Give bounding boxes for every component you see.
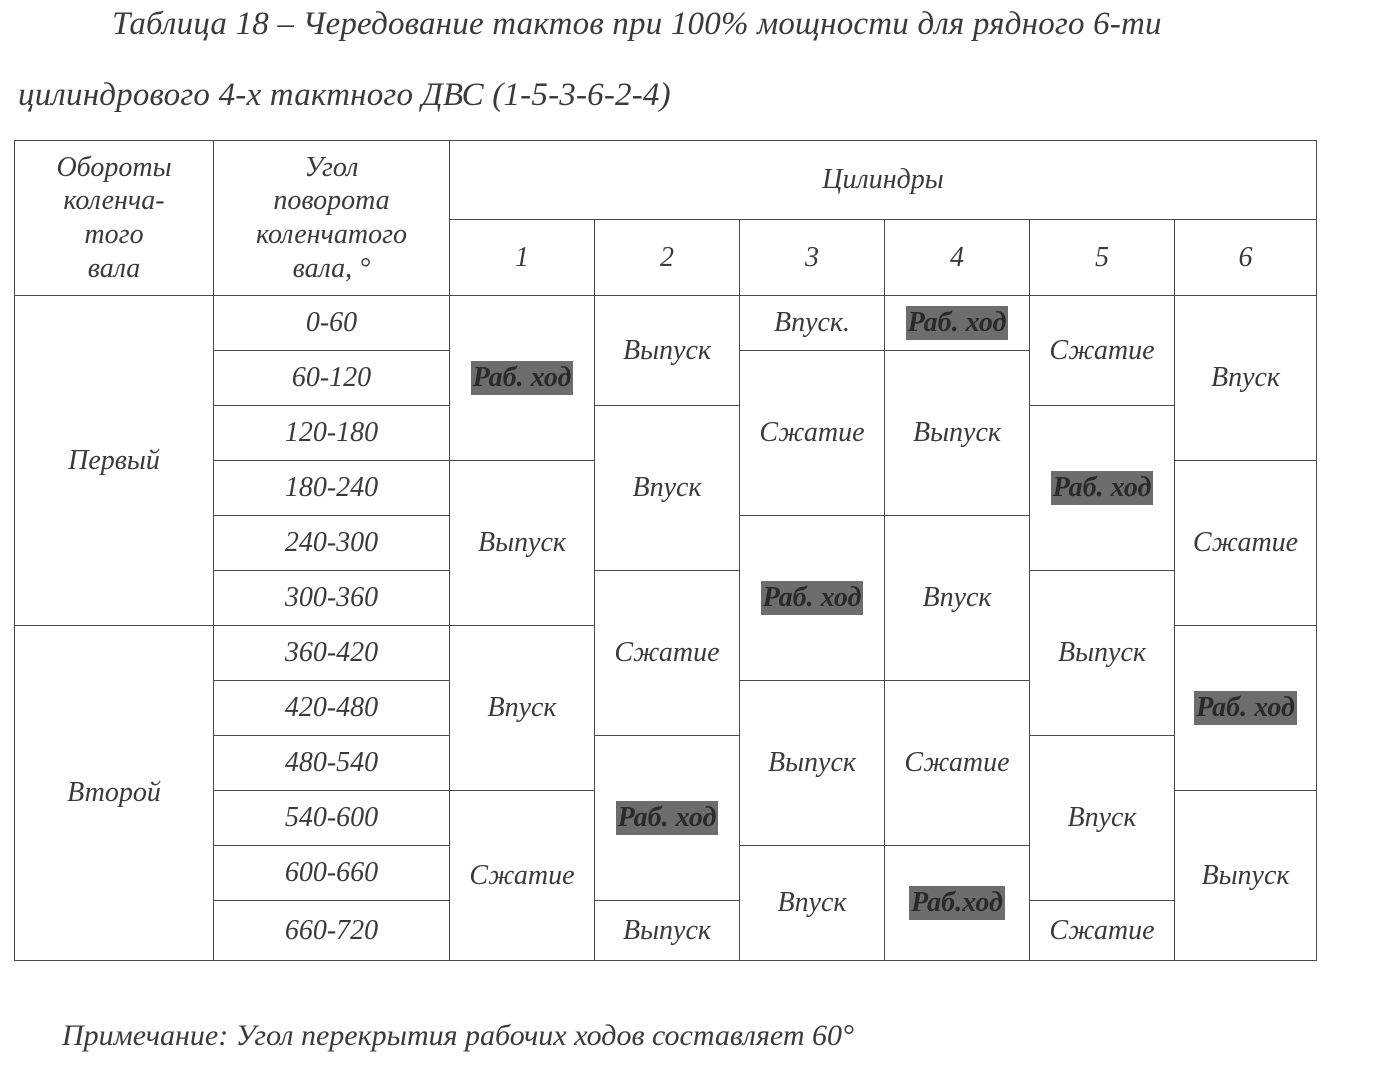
cylinder-6-stroke: Впуск xyxy=(1175,296,1317,461)
cylinder-4-stroke xyxy=(885,846,1030,961)
revolution-second: Второй xyxy=(15,626,214,961)
header-cylinder-4: 4 xyxy=(885,220,1030,296)
cylinder-3-stroke: Сжатие xyxy=(740,351,885,516)
cylinder-1-stroke: Сжатие xyxy=(450,791,595,961)
cylinder-3-stroke: Впуск xyxy=(740,846,885,961)
header-cylinders: Цилиндры xyxy=(450,141,1317,220)
angle-cell: 420-480 xyxy=(214,681,450,736)
work-stroke-label: Раб. ход xyxy=(1194,691,1297,724)
cylinder-2-stroke: Впуск xyxy=(595,406,740,571)
header-revolutions: Обороты коленча- того вала xyxy=(15,141,214,296)
cylinder-5-stroke: Выпуск xyxy=(1030,571,1175,736)
angle-cell: 240-300 xyxy=(214,516,450,571)
cylinder-5-stroke: Сжатие xyxy=(1030,901,1175,961)
header-cylinder-3: 3 xyxy=(740,220,885,296)
angle-cell: 120-180 xyxy=(214,406,450,461)
stroke-alternation-table xyxy=(14,140,1317,961)
cylinder-2-stroke: Выпуск xyxy=(595,901,740,961)
cylinder-5-stroke: Впуск xyxy=(1030,736,1175,901)
cylinder-1-stroke xyxy=(450,296,595,461)
angle-cell: 480-540 xyxy=(214,736,450,791)
angle-cell: 60-120 xyxy=(214,351,450,406)
cylinder-4-stroke: Выпуск xyxy=(885,351,1030,516)
header-cylinder-1: 1 xyxy=(450,220,595,296)
work-stroke-label: Раб. ход xyxy=(906,306,1009,339)
work-stroke-label: Раб. ход xyxy=(616,801,719,834)
angle-cell: 180-240 xyxy=(214,461,450,516)
angle-cell: 360-420 xyxy=(214,626,450,681)
cylinder-6-stroke: Сжатие xyxy=(1175,461,1317,626)
revolution-first: Первый xyxy=(15,296,214,626)
cylinder-4-stroke xyxy=(885,296,1030,351)
work-stroke-label: Раб. ход xyxy=(761,581,864,614)
header-angle: Угол поворота коленчатого вала, ° xyxy=(214,141,450,296)
table-caption-line-2: цилиндрового 4-х тактного ДВС (1-5-3-6-2-4) xyxy=(18,79,671,112)
cylinder-2-stroke xyxy=(595,736,740,901)
angle-cell: 660-720 xyxy=(214,901,450,961)
cylinder-6-stroke xyxy=(1175,626,1317,791)
work-stroke-label: Раб. ход xyxy=(471,361,574,394)
work-stroke-label: Раб.ход xyxy=(909,886,1005,919)
cylinder-4-stroke: Сжатие xyxy=(885,681,1030,846)
cylinder-2-stroke: Выпуск xyxy=(595,296,740,406)
cylinder-4-stroke: Впуск xyxy=(885,516,1030,681)
angle-cell: 600-660 xyxy=(214,846,450,901)
cylinder-3-stroke: Впуск. xyxy=(740,296,885,351)
angle-cell: 300-360 xyxy=(214,571,450,626)
cylinder-1-stroke: Впуск xyxy=(450,626,595,791)
header-cylinder-5: 5 xyxy=(1030,220,1175,296)
angle-cell: 540-600 xyxy=(214,791,450,846)
cylinder-5-stroke: Сжатие xyxy=(1030,296,1175,406)
cylinder-2-stroke: Сжатие xyxy=(595,571,740,736)
angle-cell: 0-60 xyxy=(214,296,450,351)
cylinder-1-stroke: Выпуск xyxy=(450,461,595,626)
cylinder-3-stroke xyxy=(740,516,885,681)
cylinder-6-stroke: Выпуск xyxy=(1175,791,1317,961)
cylinder-3-stroke: Выпуск xyxy=(740,681,885,846)
work-stroke-label: Раб. ход xyxy=(1051,471,1154,504)
header-cylinder-2: 2 xyxy=(595,220,740,296)
header-cylinder-6: 6 xyxy=(1175,220,1317,296)
table-caption-line-1: Таблица 18 – Чередование тактов при 100% мощности для рядного 6-ти xyxy=(112,8,1162,41)
table-note: Примечание: Угол перекрытия рабочих ходов составляет 60° xyxy=(62,1021,854,1051)
cylinder-5-stroke xyxy=(1030,406,1175,571)
